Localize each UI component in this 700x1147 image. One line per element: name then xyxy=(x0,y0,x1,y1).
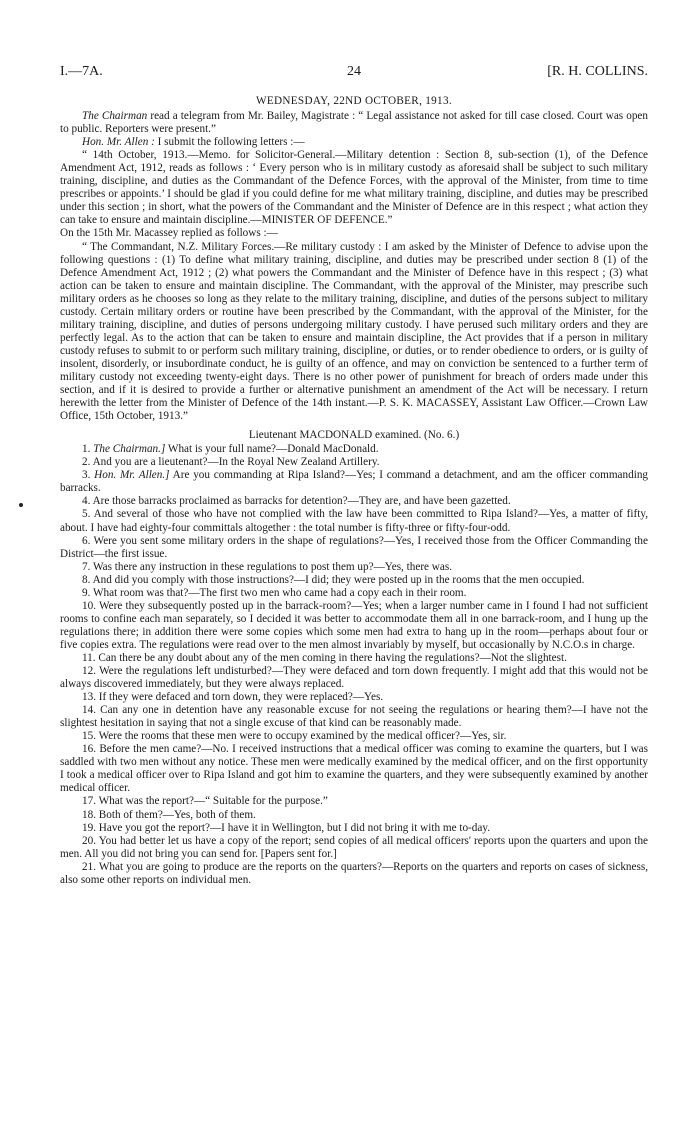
qa-text: What was the report?—“ Suitable for the purpose.” xyxy=(98,795,328,808)
paper-reference: I.—7A. xyxy=(60,64,103,79)
qa-text: Can any one in detention have any reasonable excuse for not seeing the regulations or hearing them?—I have not the slightest hesitation in saying that not a single excuse of that kind can be reasonably made. xyxy=(60,704,649,730)
qa-text: Were you sent some military orders in the shape of regulations?—Yes, I received those from the Officer Commanding the District—the first issue. xyxy=(60,534,648,560)
question-number: 9. xyxy=(82,586,91,599)
question-number: 18. xyxy=(82,808,96,821)
question-number: 12. xyxy=(82,665,96,678)
date-heading: WEDNESDAY, 22ND OCTOBER, 1913. xyxy=(256,95,452,107)
question-number: 19. xyxy=(82,821,96,834)
qa-text: Have you got the report?—I have it in Wellington, but I did not bring it with me to-day. xyxy=(98,821,490,834)
question-number: 3. xyxy=(82,469,91,482)
examination-heading: Lieutenant MACDONALD examined. (No. 6.) xyxy=(248,429,460,442)
reply-intro: On the 15th Mr. Macassey replied as follows :— xyxy=(60,227,278,240)
question-number: 5. xyxy=(82,508,91,521)
qa-item xyxy=(60,730,648,743)
question-number: 20. xyxy=(82,834,96,847)
speaker-name: Hon. Mr. Allen : xyxy=(82,136,155,149)
qa-item xyxy=(60,535,648,561)
intro-paragraph xyxy=(60,136,648,149)
qa-item xyxy=(60,443,648,456)
qa-item xyxy=(60,574,648,587)
question-number: 2. xyxy=(82,456,91,469)
question-number: 17. xyxy=(82,795,96,808)
reply-letter: “ The Commandant, N.Z. Military Forces.—Re military custody : I am asked by the Minister of Defence to advise upon the following questions : (1) To define what military training, discipline, and duties may be prescribed under section 8 (1) of the Defence Amendment Act, 1912 ; (2) what powers the Commandant and the Minister of Defence have in this respect ; (3) what action can be taken to ensure and maintain discipline. The Commandant, with the approval of the Minister, may prescribe such military orders as he chooses so long as they relate to the military training, discipline, and duties of the persons subject to military custody. Certain military orders or routine have been prescribed by the Commandant, with the approval of the Minister, for the military training, discipline, and duties of persons undergoing military custody. I have perused such military orders and they are perfectly legal. As to the action that can be taken to ensure and maintain discipline, the Act provides that if a person in military custody refuses to submit to or perform such military training, discipline, or duties, or to render obedience to orders, or is guilty of insolent, disorderly, or insubordinate conduct, he is guilty of an offence, and may on conviction be sentenced to a further term of military custody not exceeding twenty-eight days. There is no other power of punishment for breach of orders made under this section, and if it is desired to provide a further or alternative punishment an amendment of the Act will be necessary. I return herewith the letter from the Minister of Defence of the 14th instant.—P. S. K. MACASSEY, Assistant Law Officer.—Crown Law Office, 15th October, 1913.” xyxy=(60,240,648,423)
question-number: 4. xyxy=(82,495,91,508)
question-number: 8. xyxy=(82,573,91,586)
question-number: 10. xyxy=(82,599,96,612)
qa-text: What you are going to produce are the reports on the quarters?—Reports on the quarters and reports on cases of sickness, also some other reports on individual men. xyxy=(60,860,648,886)
qa-text: Both of them?—Yes, both of them. xyxy=(98,808,256,821)
qa-item xyxy=(60,809,648,822)
question-number: 16. xyxy=(82,743,96,756)
qa-text: Were the regulations left undisturbed?—They were defaced and torn down frequently. I might add that this would not be always discovered immediately, but they were always replaced. xyxy=(60,665,648,691)
paragraph-text: read a telegram from Mr. Bailey, Magistrate : “ Legal assistance not asked for till case closed. Court was open to public. Reporters were present.” xyxy=(60,110,648,136)
qa-item xyxy=(60,456,648,469)
intro-paragraph xyxy=(60,149,648,227)
qa-item xyxy=(60,861,648,887)
qa-text: And several of those who have not complied with the law have been committed to Ripa Island?—Yes, a matter of fifty, about. I have had eighty-four committals altogether : the total number is fifty-three or fifty-four-odd. xyxy=(60,508,649,534)
qa-text: Are those barracks proclaimed as barracks for detention?—They are, and have been gazetted. xyxy=(92,495,511,508)
speaker-name: The Chairman xyxy=(82,110,148,123)
qa-item xyxy=(60,469,648,495)
qa-item xyxy=(60,600,648,652)
qa-text: If they were defaced and torn down, they were replaced?—Yes. xyxy=(98,691,384,704)
running-header xyxy=(60,62,648,82)
question-number: 21. xyxy=(82,860,96,873)
qa-item xyxy=(60,822,648,835)
question-number: 13. xyxy=(82,691,96,704)
margin-mark xyxy=(19,503,23,507)
qa-text: Are you commanding at Ripa Island?—Yes; I command a detachment, and am the officer commanding barracks. xyxy=(60,469,649,495)
qa-item xyxy=(60,561,648,574)
qa-item xyxy=(60,495,648,508)
intro-section xyxy=(60,110,648,227)
speaker-name: Hon. Mr. Allen.] xyxy=(94,469,170,482)
qa-item xyxy=(60,587,648,600)
qa-item xyxy=(60,665,648,691)
question-number: 14. xyxy=(82,704,96,717)
question-number: 7. xyxy=(82,560,91,573)
intro-paragraph xyxy=(60,110,648,136)
qa-section xyxy=(60,443,648,887)
paragraph-text: “ 14th October, 1913.—Memo. for Solicitor-General.—Military detention : Section 8, sub-section (1), of the Defence Amendment Act, 1912, reads as follows : ‘ Every person who is in military custody as aforesaid shall be subject to such military training, discipline, and duties as the Commandant of the Defence Forces, with the approval of the Minister, from time to time prescribes or appoints.’ I should be glad if you could define for me what military training, discipline, and duties may be prescribed under this section ; in short, what the powers of the Commandant and the Minister of Defence are in this respect ; what action they can take to ensure and maintain discipline.—MINISTER OF DEFENCE.” xyxy=(60,149,648,227)
qa-text: Was there any instruction in these regulations to post them up?—Yes, there was. xyxy=(93,560,452,573)
qa-item xyxy=(60,652,648,665)
question-number: 11. xyxy=(82,651,96,664)
qa-item xyxy=(60,795,648,808)
qa-text: And you are a lieutenant?—In the Royal New Zealand Artillery. xyxy=(92,456,380,469)
qa-text: What is your full name?—Donald MacDonald. xyxy=(165,443,379,456)
page-number: 24 xyxy=(347,64,361,79)
qa-item xyxy=(60,691,648,704)
qa-text: Were they subsequently posted up in the barrack-room?—Yes; when a larger number came in I found I had not sufficient rooms to confine each man separately, so I decided it was better to accommodate them all in one barrack-room, and I hung up the regulations there; in addition there were some copies which some men had extra to hang up in the room—perhaps about four or five copies extra. The regulations were read over to the men almost invariably by myself, but occasionally by N.C.O.s in charge. xyxy=(60,599,648,651)
qa-item xyxy=(60,743,648,795)
qa-item xyxy=(60,704,648,730)
qa-item xyxy=(60,835,648,861)
speaker-name: The Chairman.] xyxy=(93,443,166,456)
qa-text: And did you comply with those instructions?—I did; they were posted up in the rooms that the men occupied. xyxy=(92,573,585,586)
qa-text: Can there be any doubt about any of the men coming in there having the regulations?—Not the slightest. xyxy=(98,651,567,664)
qa-text: Before the men came?—No. I received instructions that a medical officer was coming to examine the quarters, but I was saddled with two men without any notice. These men were medically examined by the medical officer, and on the first opportunity I took a medical officer over to Ripa Island and got him to examine the quarters, and they were subsequently examined by another medical officer. xyxy=(60,743,648,795)
question-number: 1. xyxy=(82,443,91,456)
qa-text: Were the rooms that these men were to occupy examined by the medical officer?—Yes, sir. xyxy=(98,730,507,743)
qa-item xyxy=(60,508,648,534)
question-number: 6. xyxy=(82,534,91,547)
question-number: 15. xyxy=(82,730,96,743)
paragraph-text: I submit the following letters :— xyxy=(154,136,305,149)
qa-text: What room was that?—The first two men who came had a copy each in their room. xyxy=(93,586,467,599)
witness-reference: [R. H. COLLINS. xyxy=(547,64,648,79)
qa-text: You had better let us have a copy of the report; send copies of all medical officers' reports upon the quarters and upon the men. All you did not bring you can send for. [Papers sent for.] xyxy=(60,834,649,860)
